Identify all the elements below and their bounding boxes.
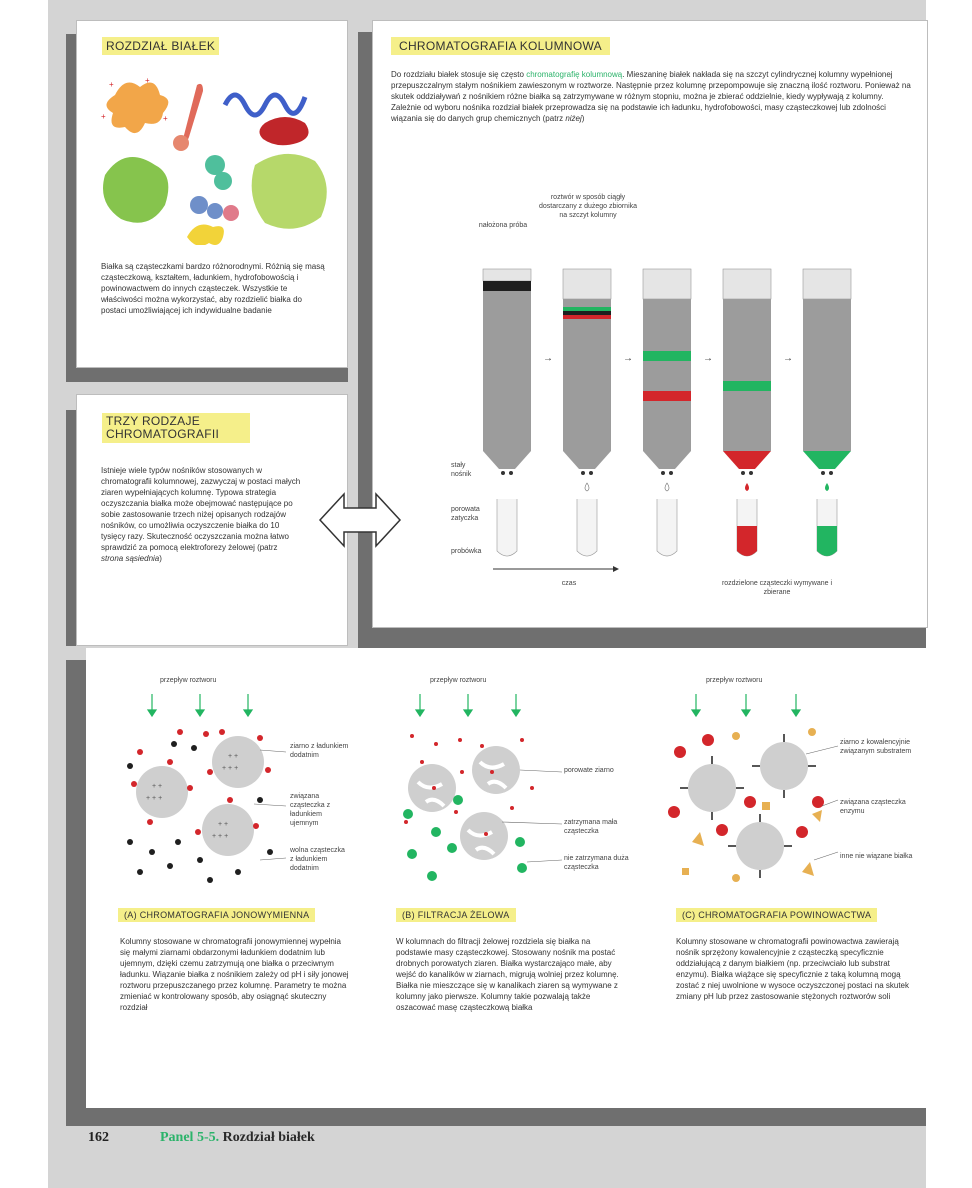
three-types-title: TRZY RODZAJE CHROMATOGRAFII <box>102 413 250 443</box>
svg-text:+: + <box>109 80 114 89</box>
label-solution: roztwór w sposób ciągły dostarczany z dużego zbiornika na szczyt kolumny <box>538 194 638 219</box>
columns-diagram <box>463 241 883 581</box>
affinity-diagram <box>662 692 842 902</box>
panel-a-text: Kolumny stosowane w chromatografii jonowymiennej wypełnia się małymi ziarnami obdarzonymi ładunkiem dodatnim lub ujemnym, dzięki czemu zatrzymują one białka o przeciwnym ładunku. Wiązanie białka z nośnikiem zależy od pH i siły jonowej roztworu przepuszczanego przez kolumnę. Parametry te można zmieniać w kontrolowany sposób, aby osiągnąć skuteczny rozdział <box>120 937 349 1012</box>
proteins-title: ROZDZIAŁ BIAŁEK <box>102 37 219 55</box>
three-types-text: Istnieje wiele typów nośników stosowanych w chromatografii kolumnowej, zazwyczaj w postaci małych ziaren wypełniających kolumnę. Typowa strategia oczyszczania białka może obejmować następujące po sobie zastosowanie trzech niżej opisanych rodzajów nośników, co umożliwia oczyszczenie białka do 10 tysięcy razy. Skuteczność oczyszczania można łatwo sprawdzić za pomocą elektroforezy żelowej (patrz strona sąsiednia) <box>101 466 301 563</box>
footer-title <box>160 1130 315 1146</box>
svg-text:→: → <box>703 353 713 364</box>
panel-title: Rozdział białek <box>222 1130 315 1145</box>
panel-c-title: (C) CHROMATOGRAFIA POWINOWACTWA <box>676 908 877 922</box>
svg-text:+: + <box>101 112 106 121</box>
gel-filtration-diagram <box>392 692 572 902</box>
svg-text:→: → <box>623 353 633 364</box>
svg-text:→: → <box>783 353 793 364</box>
svg-text:→: → <box>543 353 553 364</box>
column-4 <box>723 269 771 556</box>
svg-text:+ + +: + + + <box>146 795 163 802</box>
label-c-2: związana cząsteczka enzymu <box>840 799 906 815</box>
column-3 <box>643 269 691 556</box>
label-b-3: nie zatrzymana duża cząsteczka <box>564 855 629 871</box>
three-types-box <box>76 394 348 646</box>
svg-text:+: + <box>145 76 150 85</box>
label-time: czas <box>561 580 577 587</box>
label-a-1: ziarno z ładunkiem dodatnim <box>290 743 349 759</box>
label-c-3: inne nie wiązane białka <box>840 853 913 860</box>
column-title: CHROMATOGRAFIA KOLUMNOWA <box>391 37 610 55</box>
svg-text:+: + <box>163 114 168 123</box>
panel-b-title: (B) FILTRACJA ŻELOWA <box>396 908 516 922</box>
label-frit: porowata zatyczka <box>451 506 480 522</box>
svg-text:+ +: + + <box>218 821 229 828</box>
panel-b-text: W kolumnach do filtracji żelowej rozdziela się białka na podstawie masy cząsteczkowej. Stosowany nośnik ma postać drobnych porowatych ziaren. Białka wystarczająco małe, aby wejść do kanalików w ziarnach, migrują wolniej przez kolumnę. Białka nie mieszczące się w kanalikach ziaren są wymywane z kolumny jako pierwsze. Kolumny takie pozwalają także oszacować masę cząsteczkową białka <box>396 937 619 1012</box>
label-b-1: porowate ziarno <box>564 767 614 774</box>
svg-text:+ +: + + <box>228 753 239 760</box>
flow-label-c: przepływ roztworu <box>706 677 763 684</box>
column-1 <box>483 269 531 556</box>
proteins-text: Białka są cząsteczkami bardzo różnorodnymi. Różnią się masą cząsteczkową, kształtem, ładunkiem, hydrofobowością i powinowactwem do innych cząsteczek. Wszystkie te właściwości można wykorzystać, aby rozdzielić białka do postaci umożliwiającej ich indywidualne badanie <box>101 262 325 315</box>
column-5 <box>803 269 851 556</box>
column-2 <box>563 269 611 556</box>
page-number: 162 <box>88 1130 109 1145</box>
panel-c-text: Kolumny stosowane w chromatografii powinowactwa zawierają nośnik sprzężony kowalencyjnie z cząsteczką specyficznie oddziałującą z danym białkiem (np. przeciwciało lub substrat enzymu). Białka wiążące się specyficznie z taką kolumną mogą zostać z niej uwolnione w wysoce oczyszczonej postaci na skutek zmiany pH lub przez zastosowanie stężonych roztworów soli <box>676 937 909 1001</box>
double-arrow-icon <box>318 490 402 550</box>
svg-text:+ + +: + + + <box>212 833 229 840</box>
svg-text:+ +: + + <box>152 783 163 790</box>
label-tube: probówka <box>451 548 482 555</box>
svg-text:+ + +: + + + <box>222 765 239 772</box>
panel-number: Panel 5-5. <box>160 1130 220 1145</box>
label-matrix: stały nośnik <box>451 462 472 478</box>
column-box <box>372 20 928 628</box>
flow-label-a: przepływ roztworu <box>160 677 217 684</box>
flow-label-b: przepływ roztworu <box>430 677 487 684</box>
column-text: Do rozdziału białek stosuje się często chromatografię kolumnową. Mieszaninę białek nakłada się na szczyt cylindrycznej kolumny wypełnionej przepuszczalnym stałym nośnikiem zawieszonym w roztworze. Następnie przez kolumnę przepompowuje się znaczną ilość roztworu. Ponieważ na skutek oddziaływań z nośnikiem różne białka są zatrzymywane w różnym stopniu, można je zbierać oddzielnie, kiedy wypływają z kolumny. Zależnie od wyboru nośnika rozdział białek przeprowadza się na podstawie ich ładunku, hydrofobowości, masy cząsteczkowej lub zdolności wiązania się do danych grup chemicznych (patrz niżej) <box>391 70 911 123</box>
label-a-3: wolna cząsteczka z ładunkiem dodatnim <box>290 847 345 872</box>
panel-a-title: (A) CHROMATOGRAFIA JONOWYMIENNA <box>118 908 315 922</box>
label-a-2: związana cząsteczka z ładunkiem ujemnym <box>290 793 331 827</box>
proteins-illustration <box>95 65 335 245</box>
sample-band <box>483 281 531 291</box>
label-sample: nałożona próba <box>478 222 528 229</box>
label-c-1: ziarno z kowalencyjnie związanym substratem <box>840 739 912 755</box>
proteins-box <box>76 20 348 368</box>
label-collected: rozdzielone cząsteczki wymywane i zbierane <box>721 580 833 596</box>
ion-exchange-diagram <box>110 692 290 902</box>
label-b-2: zatrzymana mała cząsteczka <box>564 819 618 835</box>
